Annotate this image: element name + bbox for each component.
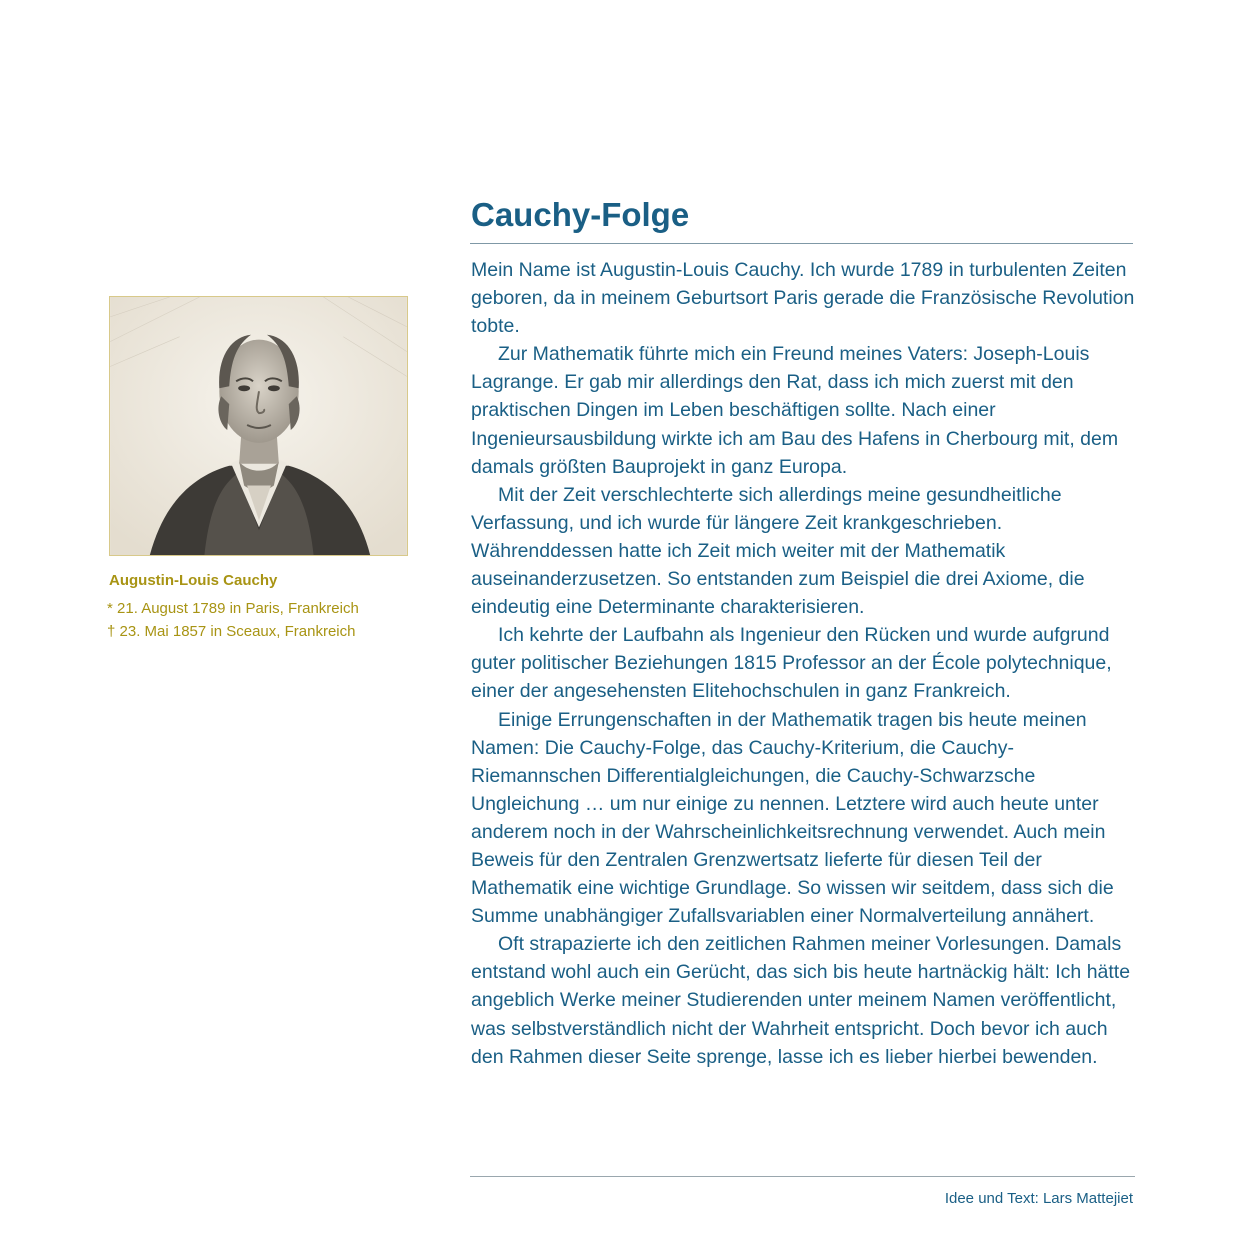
author-credit: Idee und Text: Lars Mattejiet [944,1190,1133,1207]
portrait-image [109,296,408,556]
article-paragraph: Mein Name ist Augustin-Louis Cauchy. Ich wurde 1789 in turbulenten Zeiten geboren, da in meinem Geburtsort Paris gerade die Französische Revolution tobte. [471,259,1135,338]
article-paragraph: Einige Errungenschaften in der Mathematik tragen bis heute meinen Namen: Die Cauchy-Folge, das Cauchy-Kriterium, die Cauchy-Riemannschen Differentialgleichungen, die Cauchy-Schwarzsche Ungleichung … um nur einige zu nennen. Letztere wird auch heute unter anderem noch in der Wahrscheinlichkeitsrechnung verwendet. Auch mein Beweis für den Zentralen Grenzwertsatz lieferte für diesen Teil der Mathematik eine wichtige Grundlage. So wissen wir seitdem, dass sich die Summe unabhängiger Zufallsvariablen einer Normalverteilung annähert. [471,708,1114,928]
portrait-caption-died: † 23. Mai 1857 in Sceaux, Frankreich [107,623,356,640]
footer-divider [470,1176,1135,1177]
article-paragraph: Zur Mathematik führte mich ein Freund meines Vaters: Joseph-Louis Lagrange. Er gab mir allerdings den Rat, dass ich mich zuerst mit den praktischen Dingen im Leben beschäftigen sollte. Nach einer Ingenieursausbildung wirkte ich am Bau des Hafens in Cherbourg mit, dem damals größten Bauprojekt in ganz Europa. [471,343,1119,478]
portrait-caption-name: Augustin-Louis Cauchy [109,572,278,589]
article-paragraph: Ich kehrte der Laufbahn als Ingenieur den Rücken und wurde aufgrund guter politischer Beziehungen 1815 Professor an der École polytechnique, einer der angesehensten Elitehochschulen in ganz Frankreich. [471,624,1112,703]
article-paragraph: Mit der Zeit verschlechterte sich allerdings meine gesundheitliche Verfassung, und ich wurde für längere Zeit krankgeschrieben. Währenddessen hatte ich Zeit mich weiter mit der Mathematik auseinanderzusetzen. So entstanden zum Beispiel die drei Axiome, die eindeutig eine Determinante charakterisieren. [471,483,1085,619]
title-divider [470,243,1133,244]
portrait-engraving [110,297,407,555]
page-title: Cauchy-Folge [471,196,690,233]
portrait-caption-born: * 21. August 1789 in Paris, Frankreich [107,600,359,617]
article-body [471,256,1137,1071]
article-paragraph: Oft strapazierte ich den zeitlichen Rahmen meiner Vorlesungen. Damals entstand wohl auch ein Gerücht, das sich bis heute hartnäckig hält: Ich hätte angeblich Werke meiner Studierenden unter meinem Namen veröffentlicht, was selbstverständlich nicht der Wahrheit entspricht. Doch bevor ich auch den Rahmen dieser Seite sprenge, lasse ich es lieber hierbei bewenden. [471,933,1131,1068]
